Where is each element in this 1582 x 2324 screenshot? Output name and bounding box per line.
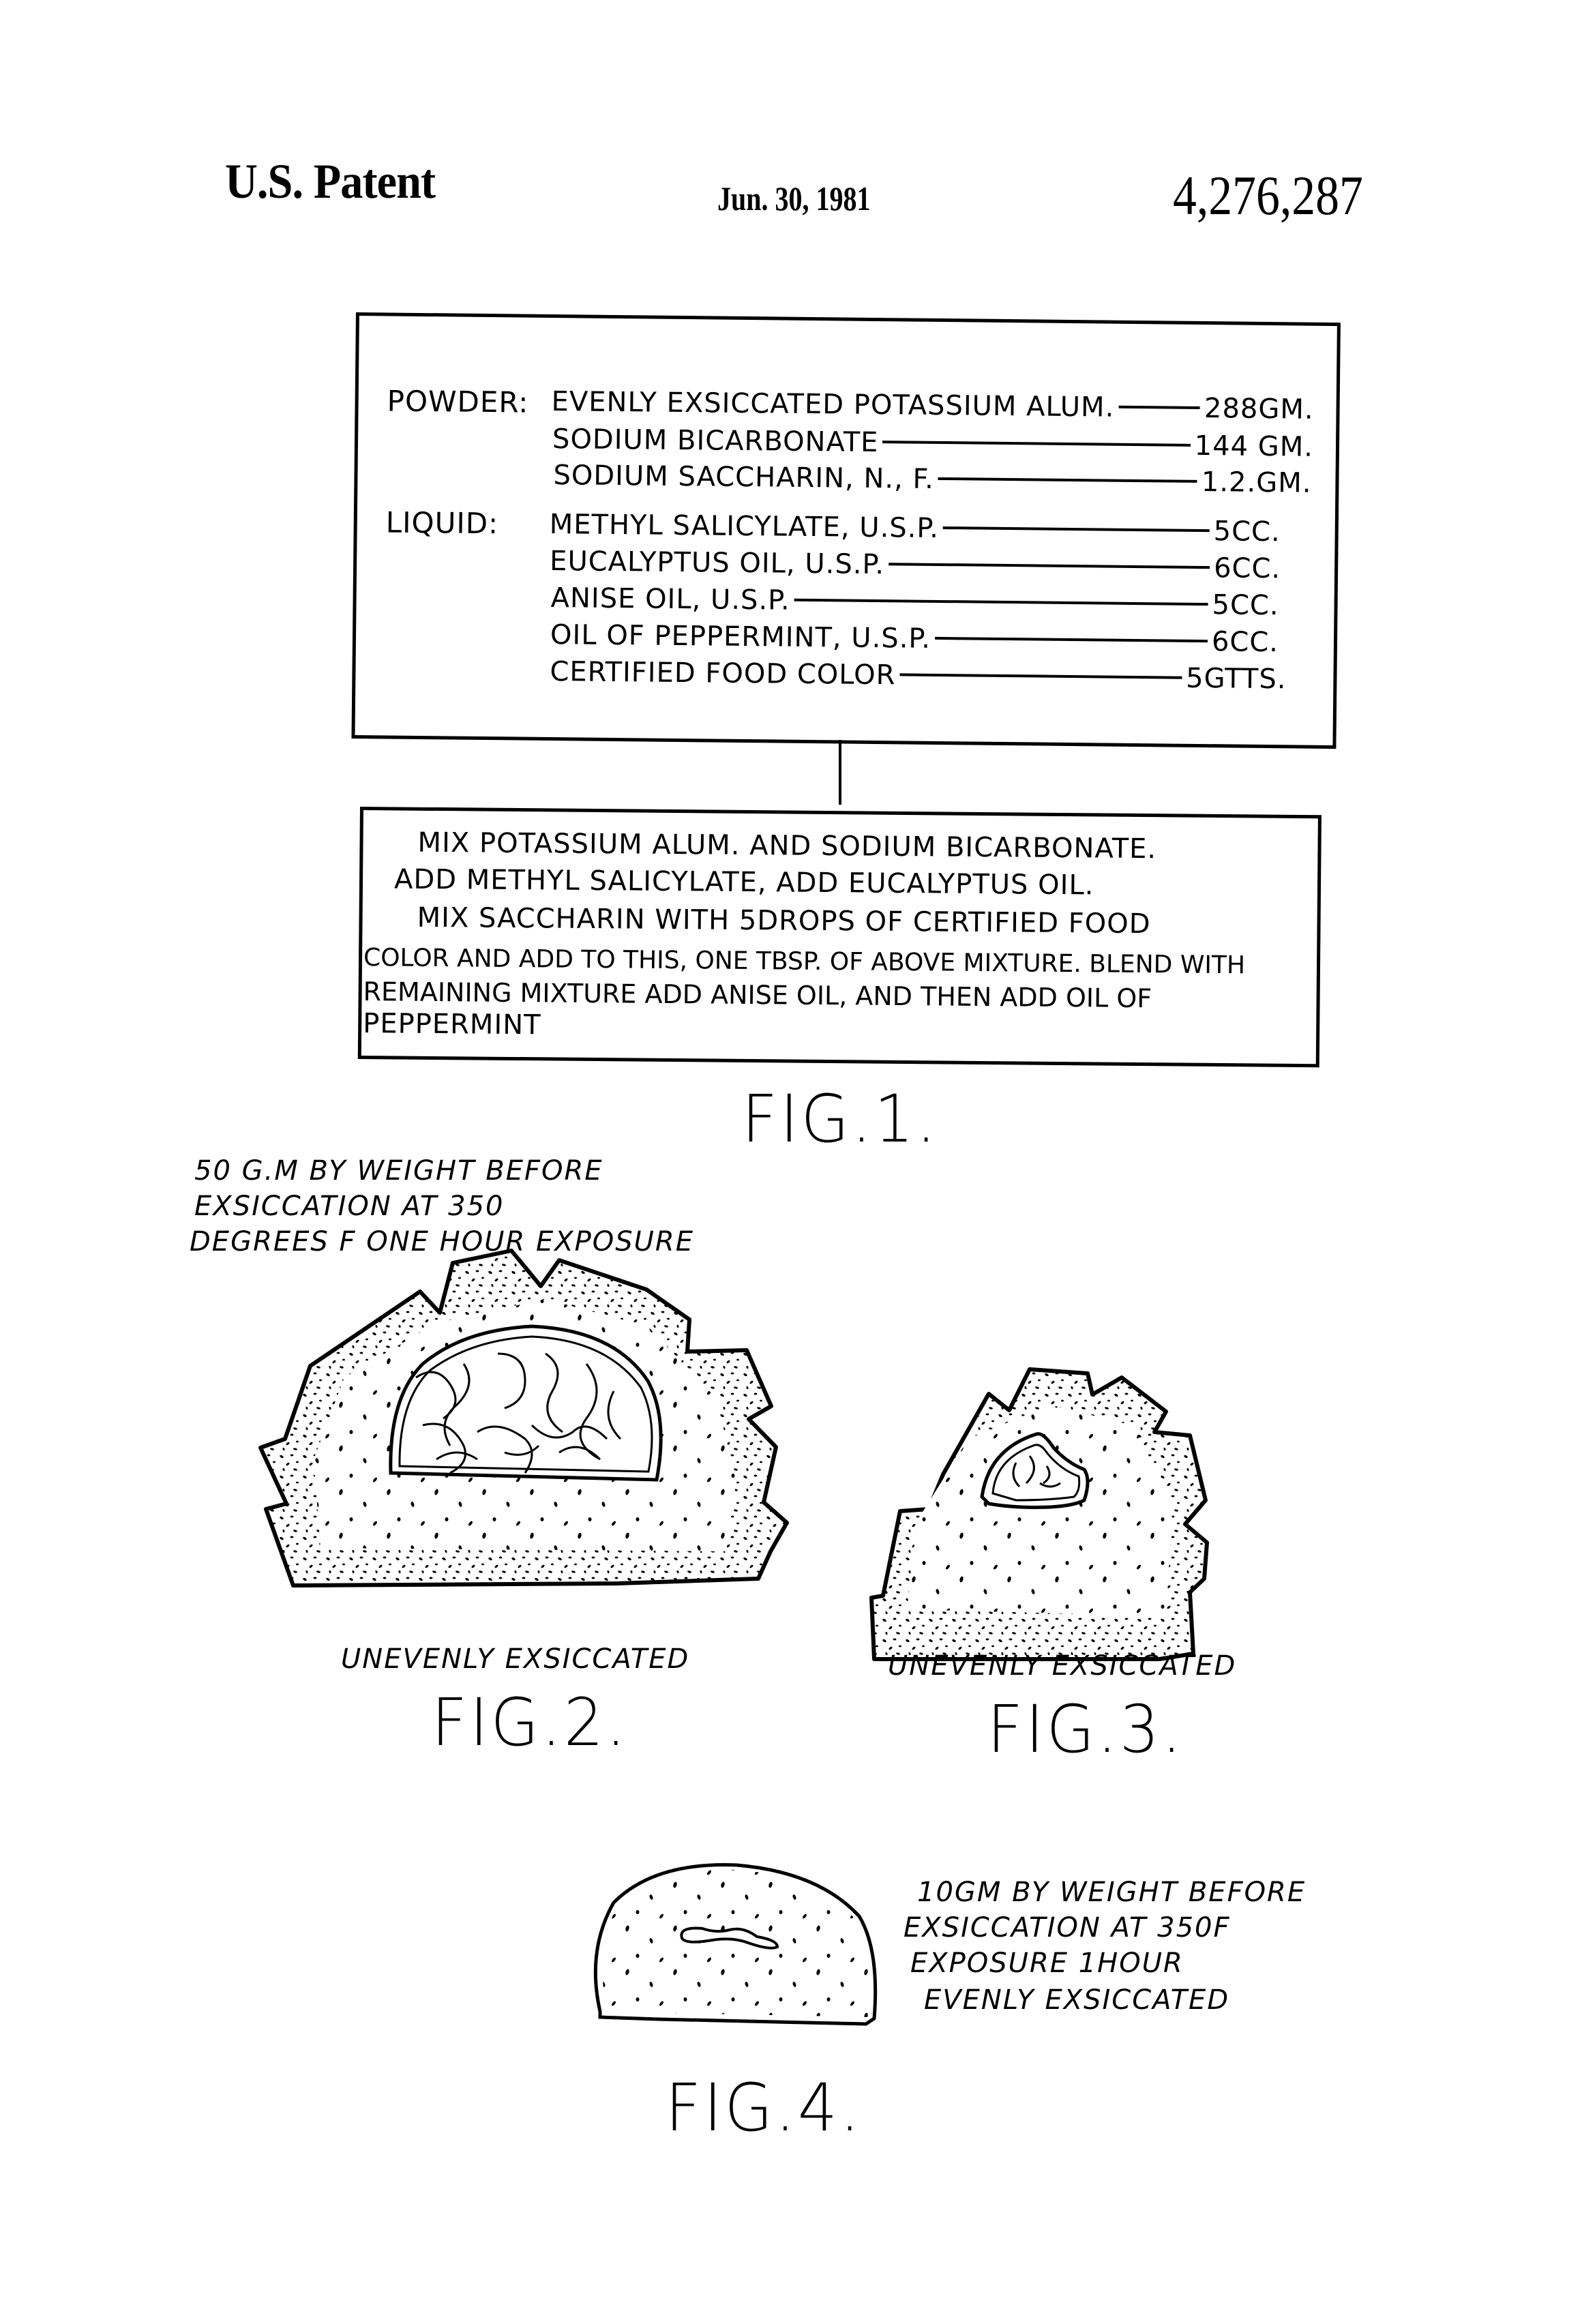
fig1-label: FIG.1. — [741, 1081, 939, 1157]
ingredient-name: SODIUM BICARBONATE — [552, 423, 879, 459]
ingredient-name: SODIUM SACCHARIN, N., F. — [553, 460, 935, 495]
fig2-caption: UNEVENLY EXSICCATED — [341, 1643, 690, 1675]
ingredient-name: EVENLY EXSICCATED POTASSIUM ALUM. — [551, 386, 1115, 423]
ingredient-name: EUCALYPTUS OIL, U.S.P. — [549, 545, 885, 581]
ingredient-qty: 288GM. — [1204, 393, 1314, 426]
ingredient-qty: 6CC. — [1211, 626, 1279, 659]
fig2-note-line: 50 G.M BY WEIGHT BEFORE — [194, 1155, 603, 1187]
ingredient-qty: 5GTTS. — [1185, 662, 1287, 696]
ingredient-name: ANISE OIL, U.S.P. — [550, 582, 791, 616]
process-line: COLOR AND ADD TO THIS, ONE TBSP. OF ABOVE MIXTURE. BLEND WITH — [363, 944, 1246, 980]
fig2-label: FIG.2. — [431, 1684, 629, 1761]
fig4-label: FIG.4. — [665, 2070, 863, 2146]
process-line: REMAINING MIXTURE ADD ANISE OIL, AND THEN ADD OIL OF — [363, 977, 1152, 1014]
powder-category-label: POWDER: — [387, 384, 529, 419]
process-line: ADD METHYL SALICYLATE, ADD EUCALYPTUS OIL. — [393, 863, 1094, 902]
process-line: MIX POTASSIUM ALUM. AND SODIUM BICARBONATE. — [417, 826, 1157, 865]
ingredient-qty: 1.2.GM. — [1201, 466, 1312, 499]
process-line: MIX SACCHARIN WITH 5DROPS OF CERTIFIED FOOD — [417, 902, 1151, 940]
liquid-category-label: LIQUID: — [385, 505, 499, 541]
patent-number: 4,276,287 — [1173, 164, 1363, 226]
fig2-note-line: EXSICCATION AT 350 — [194, 1191, 505, 1222]
patent-date: Jun. 30, 1981 — [717, 179, 871, 218]
process-line: PEPPERMINT — [363, 1008, 541, 1041]
fig4-note-line: 10GM BY WEIGHT BEFORE — [917, 1877, 1307, 1908]
ingredient-qty: 5CC. — [1212, 589, 1279, 622]
fig4-note-line: EVENLY EXSICCATED — [924, 1984, 1230, 2016]
fig4-note-line: EXPOSURE 1HOUR — [910, 1948, 1184, 1979]
patent-publisher: U.S. Patent — [225, 154, 436, 209]
ingredient-name: METHYL SALICYLATE, U.S.P. — [549, 508, 940, 544]
ingredient-qty: 144 GM. — [1194, 430, 1314, 463]
ingredient-name: OIL OF PEPPERMINT, U.S.P. — [550, 619, 931, 655]
fig3-caption: UNEVENLY EXSICCATED — [888, 1650, 1237, 1682]
fig3-label: FIG.3. — [987, 1691, 1184, 1768]
ingredient-name: CERTIFIED FOOD COLOR — [550, 656, 896, 691]
fig4-note-line: EXSICCATION AT 350F — [904, 1912, 1231, 1943]
ingredient-qty: 6CC. — [1213, 552, 1281, 585]
ingredient-qty: 5CC. — [1213, 516, 1281, 548]
fig2-note-line: DEGREES F ONE HOUR EXPOSURE — [190, 1226, 694, 1257]
